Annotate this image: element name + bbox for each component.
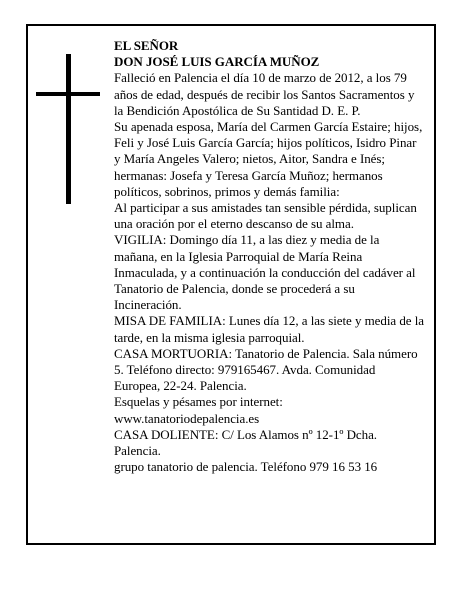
internet-label: Esquelas y pésames por internet: bbox=[114, 394, 283, 410]
cross-vertical-bar bbox=[66, 54, 71, 204]
family-list: Su apenada esposa, María del Carmen García Estaire; hijos, Feli y José Luis García García; hijos políticos, Isidro Pinar y María Angeles Valero; nietos, Aitor, Sandra e Inés; hermanas: Josefa y Teresa García Muñoz; hermanos políticos, sobrinos, primos y demás familia: bbox=[114, 119, 423, 199]
cross-horizontal-bar bbox=[36, 92, 100, 96]
vigil-info: VIGILIA: Domingo día 11, a las diez y media de la mañana, en la Iglesia Parroquial de María Reina Inmaculada, y a continuación la conducción del cadáver al Tanatorio de Palencia, donde se procederá a su Incineración. bbox=[114, 232, 416, 313]
obituary-text bbox=[114, 38, 424, 475]
funeral-home-info: CASA MORTUORIA: Tanatorio de Palencia. Sala número 5. Teléfono directo: 979165467. Avda. Comunidad Europea, 22-24. Palencia. bbox=[114, 345, 418, 394]
mourning-house-info: CASA DOLIENTE: C/ Los Alamos nº 12-1º Dcha. Palencia. bbox=[114, 426, 378, 459]
death-notice: Falleció en Palencia el día 10 de marzo de 2012, a los 79 años de edad, después de recibir los Santos Sacramentos y la Bendición Apostólica de Su Santidad D. E. P. bbox=[114, 70, 415, 118]
website-link[interactable]: www.tanatoriodepalencia.es bbox=[114, 410, 260, 426]
cross-icon bbox=[36, 54, 100, 204]
deceased-name: DON JOSÉ LUIS GARCÍA MUÑOZ bbox=[114, 54, 320, 70]
mass-info: MISA DE FAMILIA: Lunes día 12, a las siete y media de la tarde, en la misma iglesia parroquial. bbox=[114, 313, 424, 345]
footer-contact: grupo tanatorio de palencia. Teléfono 979 16 53 16 bbox=[114, 459, 378, 475]
prayer-request: Al participar a sus amistades tan sensible pérdida, suplican una oración por el eterno descanso de su alma. bbox=[114, 200, 417, 232]
obituary-title: EL SEÑOR bbox=[114, 38, 179, 53]
